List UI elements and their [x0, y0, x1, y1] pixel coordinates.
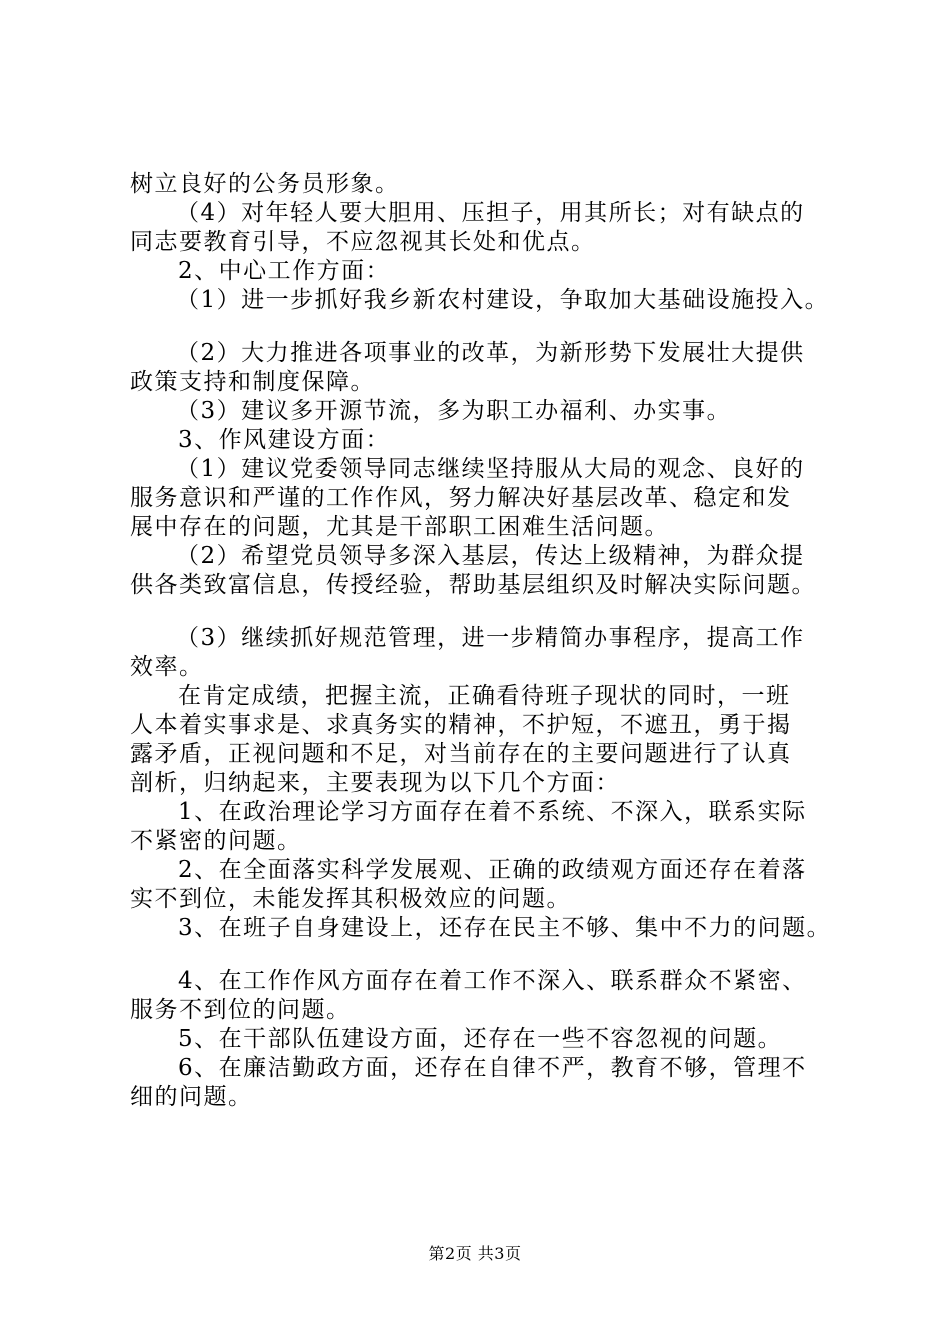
text-line: 服务意识和严谨的工作作风，努力解决好基层改革、稳定和发	[130, 485, 792, 511]
page-footer: 第2页 共3页	[428, 1244, 522, 1263]
text-line: 人本着实事求是、求真务实的精神，不护短，不遮丑，勇于揭	[130, 712, 792, 738]
text-line: （1）进一步抓好我乡新农村建设，争取加大基础设施投入。	[176, 287, 830, 313]
text-line: （3）继续抓好规范管理，进一步精简办事程序，提高工作	[176, 625, 805, 651]
list-item: 6、在廉洁勤政方面，还存在自律不严，教育不够，管理不	[178, 1055, 807, 1081]
paragraph-gap	[130, 315, 840, 339]
list-item: 4、在工作作风方面存在着工作不深入、联系群众不紧密、	[178, 968, 807, 994]
paragraph-gap	[130, 600, 840, 624]
text-line: 实不到位，未能发挥其积极效应的问题。	[130, 886, 571, 912]
text-line: 服务不到位的问题。	[130, 997, 351, 1023]
text-line: （2）希望党员领导多深入基层，传达上级精神，为群众提	[176, 543, 805, 569]
text-line: 不紧密的问题。	[130, 828, 302, 854]
text-line: （3）建议多开源节流，多为职工办福利、办实事。	[176, 398, 732, 424]
list-item: 1、在政治理论学习方面存在着不系统、不深入，联系实际	[178, 799, 807, 825]
list-item: 5、在干部队伍建设方面，还存在一些不容忽视的问题。	[178, 1026, 783, 1052]
text-line: 效率。	[130, 654, 204, 680]
text-line: 同志要教育引导，不应忽视其长处和优点。	[130, 229, 596, 255]
text-line: 在肯定成绩，把握主流，正确看待班子现状的同时，一班	[178, 683, 791, 709]
section-heading: 3、作风建设方面：	[178, 427, 391, 453]
text-line: 剖析，归纳起来，主要表现为以下几个方面：	[130, 770, 620, 796]
text-line: 展中存在的问题，尤其是干部职工困难生活问题。	[130, 514, 669, 540]
list-item: 3、在班子自身建设上，还存在民主不够、集中不力的问题。	[178, 915, 832, 941]
text-line: （2）大力推进各项事业的改革，为新形势下发展壮大提供	[176, 340, 805, 366]
text-line: 政策支持和制度保障。	[130, 369, 375, 395]
text-line: （4）对年轻人要大胆用、压担子，用其所长；对有缺点的	[176, 200, 805, 226]
list-item: 2、在全面落实科学发展观、正确的政绩观方面还存在着落	[178, 857, 807, 883]
text-line: （1）建议党委领导同志继续坚持服从大局的观念、良好的	[176, 456, 805, 482]
document-body	[130, 170, 840, 1112]
section-heading: 2、中心工作方面：	[178, 258, 391, 284]
text-line: 供各类致富信息，传授经验，帮助基层组织及时解决实际问题。	[130, 572, 816, 598]
paragraph-gap	[130, 943, 840, 967]
text-line: 树立良好的公务员形象。	[130, 171, 400, 197]
text-line: 细的问题。	[130, 1084, 253, 1110]
text-line: 露矛盾，正视问题和不足，对当前存在的主要问题进行了认真	[130, 741, 792, 767]
